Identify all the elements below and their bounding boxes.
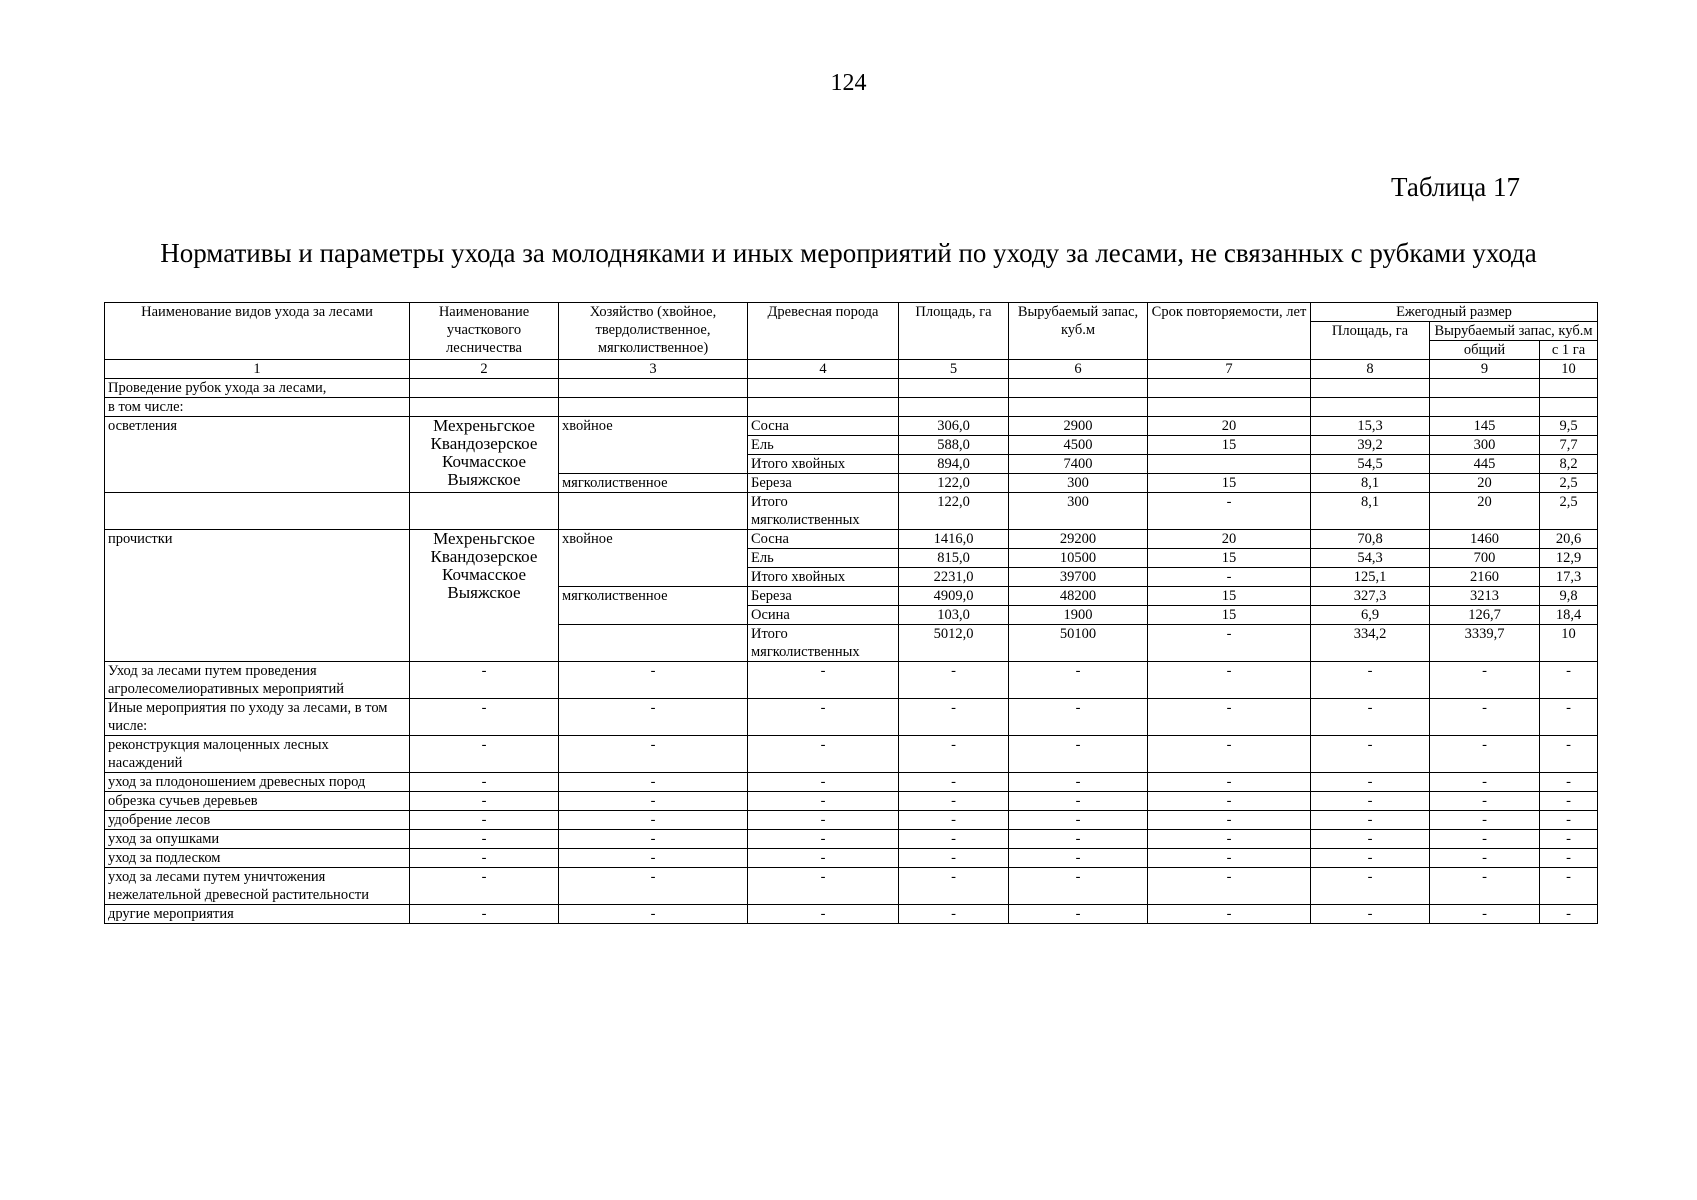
- table-row: [105, 662, 1598, 699]
- dash-cell: -: [748, 811, 899, 830]
- species-cell: Итого мягколиственных: [748, 493, 899, 530]
- table-row: [105, 379, 1598, 398]
- dash-cell: -: [1009, 699, 1148, 736]
- species-cell: Итого мягколиственных: [748, 625, 899, 662]
- data-cell: 4500: [1009, 436, 1148, 455]
- dash-cell: -: [1430, 849, 1540, 868]
- dash-cell: -: [1148, 736, 1311, 773]
- row-label: реконструкция малоценных лесных насаждений: [105, 736, 410, 773]
- forestry-name: Мехреньгское: [433, 416, 535, 435]
- data-cell: 8,1: [1311, 493, 1430, 530]
- dash-cell: -: [748, 736, 899, 773]
- data-cell: 15: [1148, 474, 1311, 493]
- data-cell: [1148, 455, 1311, 474]
- data-cell: 8,2: [1540, 455, 1598, 474]
- header-stock: Вырубаемый запас, куб.м: [1009, 303, 1148, 360]
- table-row: [105, 773, 1598, 792]
- dash-cell: -: [748, 773, 899, 792]
- header-forestry: Наименование участкового лесничества: [410, 303, 559, 360]
- dash-cell: -: [1311, 662, 1430, 699]
- header-annual-area: Площадь, га: [1311, 322, 1430, 360]
- dash-cell: -: [1148, 792, 1311, 811]
- table-row: [105, 811, 1598, 830]
- dash-cell: -: [1009, 905, 1148, 924]
- col-num: 5: [899, 360, 1009, 379]
- data-cell: 588,0: [899, 436, 1009, 455]
- data-cell: 15: [1148, 436, 1311, 455]
- row-label: уход за опушками: [105, 830, 410, 849]
- economy-cell: мягколиственное: [559, 587, 748, 625]
- dash-cell: -: [410, 699, 559, 736]
- data-cell: 15: [1148, 549, 1311, 568]
- dash-cell: -: [1148, 699, 1311, 736]
- data-cell: 15: [1148, 606, 1311, 625]
- dash-cell: -: [1430, 773, 1540, 792]
- dash-cell: -: [1311, 736, 1430, 773]
- dash-cell: -: [559, 905, 748, 924]
- row-label: Проведение рубок ухода за лесами,: [105, 379, 410, 398]
- header-annual-stock: Вырубаемый запас, куб.м: [1430, 322, 1598, 341]
- col-num: 8: [1311, 360, 1430, 379]
- data-cell: 126,7: [1430, 606, 1540, 625]
- dash-cell: -: [1148, 905, 1311, 924]
- row-label: удобрение лесов: [105, 811, 410, 830]
- data-cell: 54,5: [1311, 455, 1430, 474]
- dash-cell: -: [1009, 849, 1148, 868]
- species-cell: Сосна: [748, 417, 899, 436]
- table-header: [105, 303, 1598, 379]
- data-cell: -: [1148, 568, 1311, 587]
- data-cell: 815,0: [899, 549, 1009, 568]
- row-label: уход за лесами путем уничтожения нежелательной древесной растительности: [105, 868, 410, 905]
- dash-cell: -: [559, 830, 748, 849]
- dash-cell: -: [1009, 736, 1148, 773]
- row-label: в том числе:: [105, 398, 410, 417]
- table-row: [105, 417, 1598, 436]
- dash-cell: -: [559, 736, 748, 773]
- data-cell: 70,8: [1311, 530, 1430, 549]
- dash-cell: -: [899, 830, 1009, 849]
- dash-cell: -: [410, 773, 559, 792]
- column-numbers-row: [105, 360, 1598, 379]
- dash-cell: -: [1311, 792, 1430, 811]
- data-cell: 1900: [1009, 606, 1148, 625]
- dash-cell: -: [410, 662, 559, 699]
- data-cell: 7,7: [1540, 436, 1598, 455]
- dash-cell: -: [1311, 849, 1430, 868]
- data-cell: 20,6: [1540, 530, 1598, 549]
- species-cell: Ель: [748, 436, 899, 455]
- table-row: [105, 868, 1598, 905]
- data-cell: 20: [1430, 474, 1540, 493]
- table-row: [105, 849, 1598, 868]
- dash-cell: -: [748, 830, 899, 849]
- dash-cell: -: [899, 773, 1009, 792]
- header-stock-total: общий: [1430, 341, 1540, 360]
- dash-cell: -: [559, 811, 748, 830]
- data-cell: 50100: [1009, 625, 1148, 662]
- col-num: 10: [1540, 360, 1598, 379]
- data-cell: 2,5: [1540, 493, 1598, 530]
- dash-cell: -: [1148, 849, 1311, 868]
- dash-cell: -: [1430, 811, 1540, 830]
- dash-cell: -: [748, 905, 899, 924]
- dash-cell: -: [559, 849, 748, 868]
- data-cell: 8,1: [1311, 474, 1430, 493]
- forestry-name: Мехреньгское: [433, 529, 535, 548]
- document-title: Нормативы и параметры ухода за молодняками и иных мероприятий по уходу за лесами, не связанных с рубками ухода: [160, 238, 1537, 268]
- data-cell: 334,2: [1311, 625, 1430, 662]
- dash-cell: -: [1540, 830, 1598, 849]
- data-cell: 29200: [1009, 530, 1148, 549]
- data-cell: 2231,0: [899, 568, 1009, 587]
- data-cell: 145: [1430, 417, 1540, 436]
- species-cell: Осина: [748, 606, 899, 625]
- data-cell: 3213: [1430, 587, 1540, 606]
- data-cell: 300: [1430, 436, 1540, 455]
- dash-cell: -: [899, 662, 1009, 699]
- col-num: 2: [410, 360, 559, 379]
- dash-cell: -: [1148, 662, 1311, 699]
- header-type: Наименование видов ухода за лесами: [105, 303, 410, 360]
- dash-cell: -: [899, 792, 1009, 811]
- data-cell: 2160: [1430, 568, 1540, 587]
- dash-cell: -: [1540, 736, 1598, 773]
- dash-cell: -: [1148, 773, 1311, 792]
- dash-cell: -: [1009, 792, 1148, 811]
- data-cell: -: [1148, 493, 1311, 530]
- table-row: [105, 699, 1598, 736]
- row-label: Иные мероприятия по уходу за лесами, в том числе:: [105, 699, 410, 736]
- dash-cell: -: [559, 792, 748, 811]
- dash-cell: -: [1430, 699, 1540, 736]
- dash-cell: -: [1430, 830, 1540, 849]
- page-number: 124: [830, 70, 867, 96]
- dash-cell: -: [559, 699, 748, 736]
- dash-cell: -: [1311, 699, 1430, 736]
- col-num: 9: [1430, 360, 1540, 379]
- economy-cell: мягколиственное: [559, 474, 748, 493]
- data-cell: 1416,0: [899, 530, 1009, 549]
- data-cell: 1460: [1430, 530, 1540, 549]
- dash-cell: -: [410, 830, 559, 849]
- dash-cell: -: [748, 868, 899, 905]
- dash-cell: -: [1009, 662, 1148, 699]
- data-cell: 20: [1148, 417, 1311, 436]
- col-num: 4: [748, 360, 899, 379]
- dash-cell: -: [1148, 868, 1311, 905]
- data-cell: 17,3: [1540, 568, 1598, 587]
- data-cell: 54,3: [1311, 549, 1430, 568]
- row-label: обрезка сучьев деревьев: [105, 792, 410, 811]
- dash-cell: -: [1540, 662, 1598, 699]
- data-cell: 20: [1430, 493, 1540, 530]
- dash-cell: -: [1311, 811, 1430, 830]
- species-cell: Ель: [748, 549, 899, 568]
- dash-cell: -: [1540, 868, 1598, 905]
- data-cell: 48200: [1009, 587, 1148, 606]
- table-row: [105, 830, 1598, 849]
- dash-cell: -: [1430, 868, 1540, 905]
- header-area: Площадь, га: [899, 303, 1009, 360]
- table-row: [105, 530, 1598, 549]
- data-cell: 10500: [1009, 549, 1148, 568]
- dash-cell: -: [1009, 830, 1148, 849]
- species-cell: Береза: [748, 587, 899, 606]
- dash-cell: -: [899, 699, 1009, 736]
- row-label: осветления: [105, 417, 410, 493]
- dash-cell: -: [1430, 662, 1540, 699]
- dash-cell: -: [1430, 792, 1540, 811]
- row-label: уход за подлеском: [105, 849, 410, 868]
- forestry-list: [410, 417, 559, 493]
- col-num: 1: [105, 360, 410, 379]
- dash-cell: -: [410, 792, 559, 811]
- data-cell: 39700: [1009, 568, 1148, 587]
- data-cell: 445: [1430, 455, 1540, 474]
- dash-cell: -: [1430, 736, 1540, 773]
- species-cell: Береза: [748, 474, 899, 493]
- dash-cell: -: [410, 811, 559, 830]
- dash-cell: -: [748, 699, 899, 736]
- data-cell: 20: [1148, 530, 1311, 549]
- header-economy: Хозяйство (хвойное, твердолиственное, мягколиственное): [559, 303, 748, 360]
- data-cell: 122,0: [899, 493, 1009, 530]
- row-label: Уход за лесами путем проведения агролесомелиоративных мероприятий: [105, 662, 410, 699]
- forestry-name: Выяжское: [447, 583, 521, 602]
- data-cell: 9,8: [1540, 587, 1598, 606]
- dash-cell: -: [748, 662, 899, 699]
- table-label: Таблица 17: [1391, 172, 1520, 202]
- species-cell: Итого хвойных: [748, 568, 899, 587]
- data-cell: 700: [1430, 549, 1540, 568]
- col-num: 7: [1148, 360, 1311, 379]
- data-cell: 7400: [1009, 455, 1148, 474]
- dash-cell: -: [899, 868, 1009, 905]
- dash-cell: -: [1009, 868, 1148, 905]
- dash-cell: -: [1540, 792, 1598, 811]
- header-stock-per-ha: с 1 га: [1540, 341, 1598, 360]
- dash-cell: -: [1148, 830, 1311, 849]
- data-cell: 39,2: [1311, 436, 1430, 455]
- dash-cell: -: [1311, 773, 1430, 792]
- dash-cell: -: [1430, 905, 1540, 924]
- dash-cell: -: [899, 811, 1009, 830]
- table-row: [105, 398, 1598, 417]
- data-cell: 4909,0: [899, 587, 1009, 606]
- dash-cell: -: [559, 773, 748, 792]
- dash-cell: -: [899, 736, 1009, 773]
- table-row: [105, 905, 1598, 924]
- data-cell: 2900: [1009, 417, 1148, 436]
- data-cell: 3339,7: [1430, 625, 1540, 662]
- dash-cell: -: [559, 868, 748, 905]
- dash-cell: -: [1540, 849, 1598, 868]
- dash-cell: -: [410, 905, 559, 924]
- data-cell: 122,0: [899, 474, 1009, 493]
- forestry-name: Кочмасское: [441, 565, 527, 584]
- data-cell: 6,9: [1311, 606, 1430, 625]
- header-species: Древесная порода: [748, 303, 899, 360]
- dash-cell: -: [410, 849, 559, 868]
- dash-cell: -: [899, 905, 1009, 924]
- data-cell: 125,1: [1311, 568, 1430, 587]
- species-cell: Сосна: [748, 530, 899, 549]
- header-annual: Ежегодный размер: [1311, 303, 1598, 322]
- data-cell: 103,0: [899, 606, 1009, 625]
- species-cell: Итого хвойных: [748, 455, 899, 474]
- forestry-name: Кочмасское: [441, 452, 527, 471]
- data-cell: 15: [1148, 587, 1311, 606]
- data-cell: 2,5: [1540, 474, 1598, 493]
- dash-cell: -: [1540, 811, 1598, 830]
- col-num: 3: [559, 360, 748, 379]
- dash-cell: -: [1009, 811, 1148, 830]
- table-row: [105, 792, 1598, 811]
- data-cell: 300: [1009, 493, 1148, 530]
- dash-cell: -: [1540, 699, 1598, 736]
- dash-cell: -: [1311, 868, 1430, 905]
- data-cell: 894,0: [899, 455, 1009, 474]
- data-cell: -: [1148, 625, 1311, 662]
- dash-cell: -: [748, 792, 899, 811]
- data-cell: 9,5: [1540, 417, 1598, 436]
- data-cell: 10: [1540, 625, 1598, 662]
- data-cell: 12,9: [1540, 549, 1598, 568]
- data-cell: 327,3: [1311, 587, 1430, 606]
- dash-cell: -: [410, 868, 559, 905]
- data-cell: 15,3: [1311, 417, 1430, 436]
- dash-cell: -: [1009, 773, 1148, 792]
- dash-cell: -: [559, 662, 748, 699]
- forestry-list: [410, 530, 559, 662]
- forestry-name: Выяжское: [447, 470, 521, 489]
- dash-cell: -: [1311, 905, 1430, 924]
- dash-cell: -: [1540, 905, 1598, 924]
- dash-cell: -: [410, 736, 559, 773]
- dash-cell: -: [1311, 830, 1430, 849]
- dash-cell: -: [748, 849, 899, 868]
- row-label: прочистки: [105, 530, 410, 662]
- economy-cell: хвойное: [559, 417, 748, 474]
- col-num: 6: [1009, 360, 1148, 379]
- data-cell: 5012,0: [899, 625, 1009, 662]
- other-activities: [105, 662, 1598, 924]
- data-cell: 306,0: [899, 417, 1009, 436]
- norms-table: [104, 302, 1598, 924]
- data-cell: 18,4: [1540, 606, 1598, 625]
- data-cell: 300: [1009, 474, 1148, 493]
- forestry-name: Квандозерское: [430, 547, 538, 566]
- forestry-name: Квандозерское: [430, 434, 538, 453]
- row-label: уход за плодоношением древесных пород: [105, 773, 410, 792]
- table-row: [105, 493, 1598, 530]
- table-row: [105, 736, 1598, 773]
- row-label: другие мероприятия: [105, 905, 410, 924]
- header-period: Срок повторяемости, лет: [1148, 303, 1311, 360]
- dash-cell: -: [1148, 811, 1311, 830]
- dash-cell: -: [1540, 773, 1598, 792]
- dash-cell: -: [899, 849, 1009, 868]
- economy-cell: хвойное: [559, 530, 748, 587]
